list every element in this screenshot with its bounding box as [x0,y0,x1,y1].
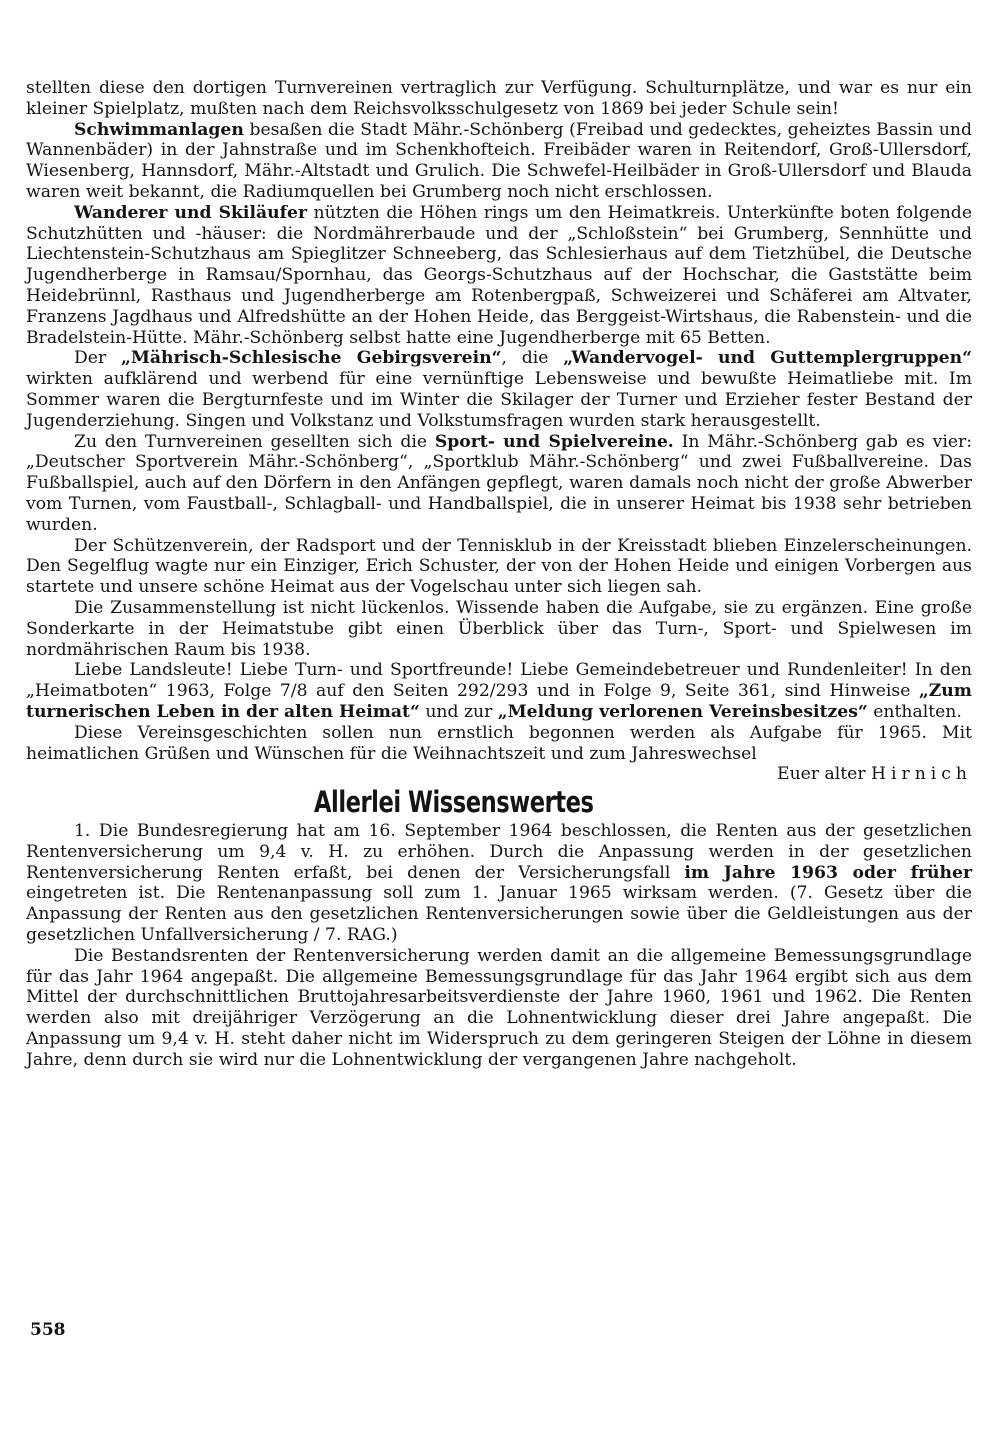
signature-name: Hirnich [871,764,972,785]
paragraph-text: In Mähr.-Schönberg gab es vier: „Deutscher Sportverein Mähr.-Schönberg“, „Sportklub Mähr.-Schönberg“ und zwei Fußballvereine. Das Fußballspiel, auch auf den Dörfern in den Anfängen gepflegt, waren damals noch nicht der große Abwerber vom Turnen, vom Faustball-, Schlagball- und Handballspiel, die in unserer Heimat bis 1938 sehr betrieben wurden. [26,431,972,535]
paragraph-text: nützten die Höhen rings um den Heimatkreis. Unterkünfte boten folgende Schutzhütten und -häuser: die Nordmährerbaude und der „Schloßstein“ bei Grumberg, Sennhütte und Liechtenstein-Schutzhaus am Spieglitzer Schneeberg, das Schlesierhaus auf dem Tietzhübel, die Deutsche Jugendherberge in Ramsau/Spornhau, das Georgs-Schutzhaus auf der Hochschar, die Gaststätte beim Heidebrünnl, Rasthaus und Jugendherberge am Rotenbergpaß, Schweizerei und Schäferei am Altvater, Franzens Jagdhaus und Alfredshütte an der Hohen Heide, das Berggeist-Wirtshaus, die Rabenstein- und die Bradelstein-Hütte. Mähr.-Schönberg selbst hatte eine Jugendherberge mit 65 Betten. [26,202,972,348]
paragraph-zusammenstellung: Die Zusammenstellung ist nicht lückenlos. Wissende haben die Aufgabe, sie zu ergänzen. Eine große Sonderkarte in der Heimatstube gibt einen Überblick über das Turn-, Sport- und Spielwesen im nordmährischen Raum bis 1938. [26,597,972,660]
section-heading: Allerlei Wissenswertes [314,785,594,820]
paragraph-text: 1. Die Bundesregierung hat am 16. September 1964 beschlossen, die Renten aus der gesetzlichen Rentenversicherung um 9,4 v. H. zu erhöhen. Durch die Anpassung werden in der gesetzlichen Rentenversicherung Renten erfaßt, bei denen der Versicherungsfall [26,821,972,883]
paragraph-schwimmanlagen [26,120,972,203]
term-wanderer: Wanderer und Skiläufer [74,202,307,223]
term-schwimmanlagen: Schwimmanlagen [74,119,244,140]
paragraph-gebirgsverein [26,348,972,431]
page-number: 558 [30,1320,66,1340]
term-turnerisches-leben: „Zum turnerischen Leben in der alten Heimat“ [26,681,972,722]
signature [26,764,972,785]
paragraph-text: besaßen die Stadt Mähr.-Schönberg (Freibad und gedecktes, geheiztes Bassin und Wannenbäder) in der Jahnstraße und im Schenkhofteich. Freibäder waren in Reitendorf, Groß-Ullersdorf, Wiesenberg, Hannsdorf, Mähr.-Altstadt und Grulich. Die Schwefel-Heilbäder in Groß-Ullersdorf und Blauda waren weit bekannt, die Radiumquellen bei Grumberg noch nicht erschlossen. [26,119,972,202]
paragraph-text: , die [501,348,564,369]
paragraph-sportvereine [26,432,972,536]
paragraph-text: wirkten aufklärend und werbend für eine vernünftige Lebensweise und bewußte Heimatliebe mit. Im Sommer waren die Bergturnfeste und im Winter die Skilager der Turner und Erzieher fester Bestand der Jugenderziehung. Singen und Volkstanz und Volkstumsfragen wurden stark herausgestellt. [26,369,972,431]
paragraph-text: Zu den Turnvereinen gesellten sich die [74,431,435,452]
paragraph-text: und zur [419,701,498,722]
term-meldung: „Meldung verlorenen Vereinsbesitzes“ [497,701,868,722]
paragraph-wanderer [26,203,972,349]
paragraph-vereinsgeschichten: Diese Vereinsgeschichten sollen nun ernstlich begonnen werden als Aufgabe für 1965. Mit heimatlichen Grüßen und Wünschen für die Weihnachtszeit und zum Jahreswechsel [26,722,972,764]
signature-prefix: Euer alter [777,764,872,785]
paragraph-text: eingetreten ist. Die Rentenanpassung soll zum 1. Januar 1965 wirksam werden. (7. Gesetz über die Anpassung der Renten aus den gesetzlichen Rentenversicherungen sowie über die Geldleistungen aus der gesetzlichen Unfallversicherung / 7. RAG.) [26,883,972,946]
term-wandervogel: „Wandervogel- und Guttemplergruppen“ [563,348,972,369]
paragraph-schuetzenverein: Der Schützenverein, der Radsport und der Tennisklub in der Kreisstadt blieben Einzelerscheinungen. Den Segelflug wagte nur ein Einziger, Erich Schuster, der von der Hohen Heide und einigen Vorbergen aus startete und unsere schöne Heimat aus der Vogelschau unter sich liegen sah. [26,535,972,598]
paragraph-rentenerhoehung [26,821,972,946]
paragraph-text: enthalten. [867,701,962,722]
page-body [26,78,972,1071]
paragraph-landsleute [26,660,972,722]
paragraph-bestandsrenten: Die Bestandsrenten der Rentenversicherung werden damit an die allgemeine Bemessungsgrundlage für das Jahr 1964 angepaßt. Die allgemeine Bemessungsgrundlage für das Jahr 1964 ergibt sich aus dem Mittel der durchschnittlichen Bruttojahresarbeitsverdienste der Jahre 1960, 1961 und 1962. Die Renten werden also mit dreijähriger Verzögerung an die Lohnentwicklung dieser drei Jahre angepaßt. Die Anpassung um 9,4 v. H. steht daher nicht im Widerspruch zu dem geringeren Steigen der Löhne in diesem Jahre, denn durch sie wird nur die Lohnentwicklung der vergangenen Jahre nachgeholt. [26,945,972,1070]
term-sportvereine: Sport- und Spielvereine. [434,431,674,452]
term-gebirgsverein: „Mährisch-Schlesische Gebirgsverein“ [120,348,502,369]
paragraph-text: Liebe Landsleute! Liebe Turn- und Sportfreunde! Liebe Gemeindebetreuer und Rundenleiter! In den „Heimatboten“ 1963, Folge 7/8 auf den Seiten 292/293 und in Folge 9, Seite 361, sind Hinweise [26,660,972,702]
paragraph-text: Der [74,348,121,369]
paragraph-schulturnplaetze: stellten diese den dortigen Turnvereinen vertraglich zur Verfügung. Schulturnplätze, und war es nur ein kleiner Spielplatz, mußten nach dem Reichsvolksschulgesetz von 1869 bei jeder Schule sein! [26,78,972,119]
term-jahre-1963: im Jahre 1963 oder früher [684,862,972,883]
